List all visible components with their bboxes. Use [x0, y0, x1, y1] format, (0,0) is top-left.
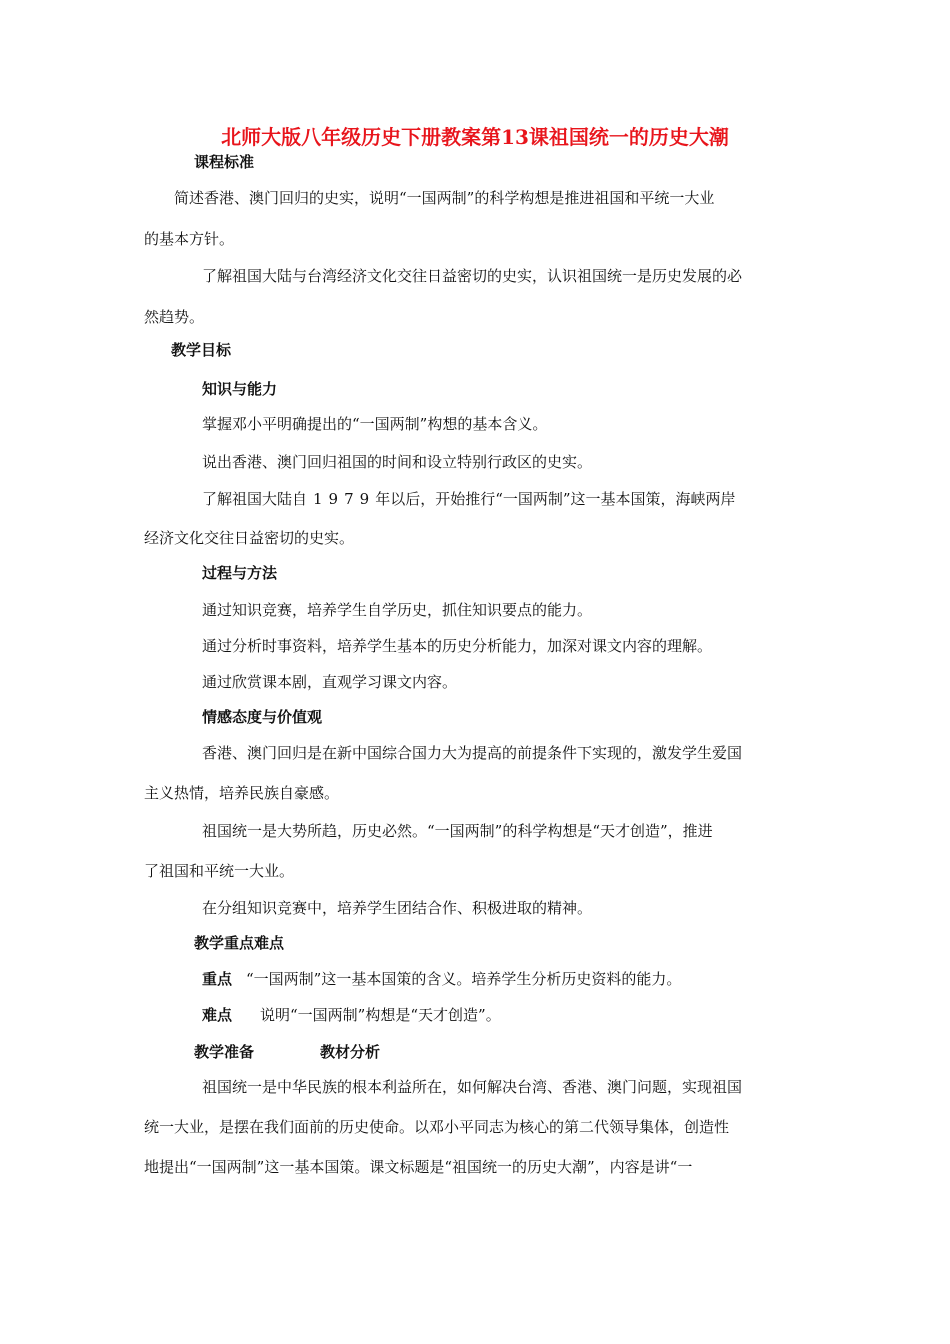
- focus-text: “一国两制”这一基本国策的含义。培养学生分析历史资料的能力。: [246, 970, 682, 988]
- paragraph-line: 主义热情，培养民族自豪感。: [144, 784, 340, 802]
- heading-objectives: 教学目标: [171, 341, 232, 359]
- heading-key-points: 教学重点难点: [194, 934, 285, 952]
- document-title: 北师大版八年级历史下册教案第13课祖国统一的历史大潮: [221, 125, 729, 149]
- paragraph-line: 了祖国和平统一大业。: [144, 862, 295, 880]
- paragraph-line: 地提出“一国两制”这一基本国策。课文标题是“祖国统一的历史大潮”，内容是讲“一: [144, 1158, 693, 1176]
- paragraph-line: 祖国统一是大势所趋，历史必然。“一国两制”的科学构想是“天才创造”，推进: [202, 822, 713, 840]
- paragraph-line: 统一大业，是摆在我们面前的历史使命。以邓小平同志为核心的第二代领导集体，创造性: [144, 1118, 730, 1136]
- paragraph-line: 通过分析时事资料，培养学生基本的历史分析能力，加深对课文内容的理解。: [202, 637, 713, 655]
- paragraph-line: 通过知识竞赛，培养学生自学历史，抓住知识要点的能力。: [202, 601, 593, 619]
- paragraph-line: 说出香港、澳门回归祖国的时间和设立特别行政区的史实。: [202, 453, 593, 471]
- paragraph-line: 简述香港、澳门回归的史实，说明“一国两制”的科学构想是推进祖国和平统一大业: [174, 189, 715, 207]
- paragraph-line: 掌握邓小平明确提出的“一国两制”构想的基本含义。: [202, 415, 548, 433]
- text-fragment: 了解祖国大陆自: [202, 490, 308, 508]
- focus-label: 重点: [202, 970, 233, 988]
- difficulty-line: [202, 1005, 501, 1025]
- paragraph-line: 经济文化交往日益密切的史实。: [144, 529, 355, 547]
- heading-process: 过程与方法: [202, 564, 278, 582]
- heading-analysis: 教材分析: [320, 1043, 381, 1061]
- heading-values: 情感态度与价值观: [202, 708, 323, 726]
- heading-preparation: 教学准备: [194, 1043, 255, 1061]
- difficulty-text: 说明“一国两制”构想是“天才创造”。: [260, 1006, 501, 1024]
- heading-knowledge: 知识与能力: [202, 380, 278, 398]
- difficulty-label: 难点: [202, 1006, 233, 1024]
- paragraph-line: 然趋势。: [144, 308, 205, 326]
- paragraph-line: 通过欣赏课本剧，直观学习课文内容。: [202, 673, 458, 691]
- paragraph-line: [202, 489, 736, 509]
- paragraph-line: 了解祖国大陆与台湾经济文化交往日益密切的史实，认识祖国统一是历史发展的必: [202, 267, 743, 285]
- year-text: 1979: [313, 490, 376, 508]
- paragraph-line: 的基本方针。: [144, 230, 235, 248]
- text-fragment: 年以后，开始推行“一国两制”这一基本国策，海峡两岸: [375, 490, 736, 508]
- paragraph-line: 香港、澳门回归是在新中国综合国力大为提高的前提条件下实现的，激发学生爱国: [202, 744, 743, 762]
- focus-line: [202, 969, 681, 989]
- paragraph-line: 在分组知识竞赛中，培养学生团结合作、积极进取的精神。: [202, 899, 593, 917]
- paragraph-line: 祖国统一是中华民族的根本利益所在，如何解决台湾、香港、澳门问题，实现祖国: [202, 1078, 743, 1096]
- heading-curriculum: 课程标准: [194, 153, 255, 171]
